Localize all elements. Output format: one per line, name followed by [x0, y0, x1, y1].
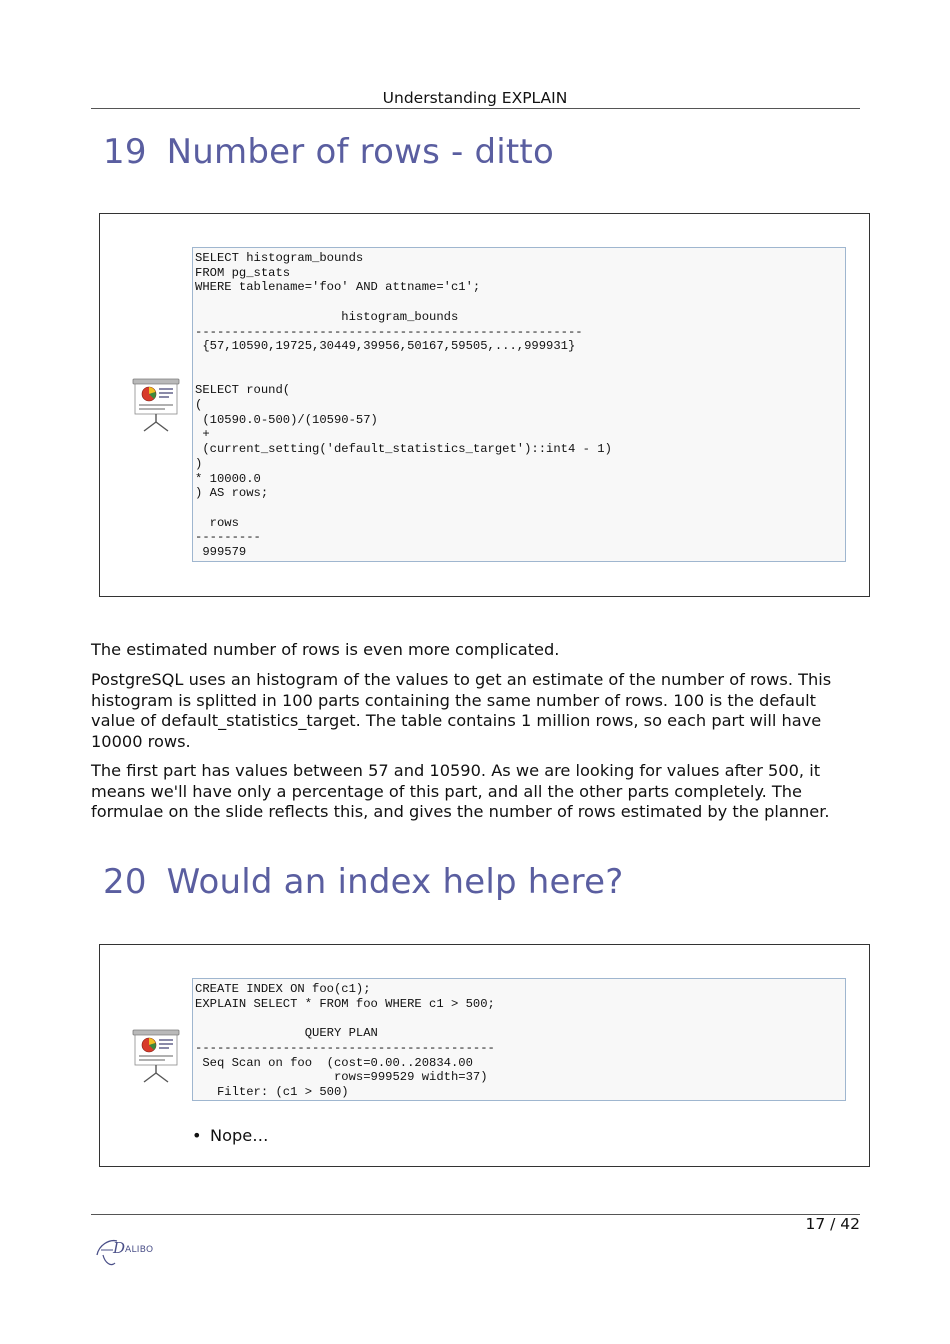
logo-letter: D [113, 1239, 126, 1257]
bullet-text: Nope… [210, 1126, 269, 1145]
page-number: 17 / 42 [805, 1215, 860, 1233]
presentation-slide-icon [130, 1027, 182, 1085]
footer-rule [91, 1214, 860, 1215]
section-20-heading [103, 862, 623, 902]
presentation-slide-icon [130, 376, 182, 434]
section-title: Would an index help here? [166, 862, 624, 902]
bullet-dot: • [192, 1126, 202, 1145]
svg-text:ALIBO: ALIBO [125, 1245, 154, 1255]
body-paragraph: The first part has values between 57 and 10590. As we are looking for values after 500, it means we'll have only a percentage of this part, and all the other parts completely. The formulae on the slide reflects this, and gives the number of rows estimated by the planner. [91, 761, 830, 822]
section-number: 20 [103, 862, 147, 902]
sql-code-block: CREATE INDEX ON foo(c1); EXPLAIN SELECT * FROM foo WHERE c1 > 500; QUERY PLAN ----------------------------------------- Seq Scan on foo (cost=0.00..20834.00 rows=999529 width=37) Filter: (c1 > 500) [192, 978, 846, 1101]
sql-code-block: SELECT histogram_bounds FROM pg_stats WHERE tablename='foo' AND attname='c1'; histogram_bounds ----------------------------------------------------- {57,10590,19725,30449,39956,50167,59505,...,999931} SELECT round( ( (10590.0-500)/(10590-57) + (current_setting('default_statistics_target')::int4 - 1) ) * 10000.0 ) AS rows; rows --------- 999579 [192, 247, 846, 562]
section-number: 19 [103, 132, 147, 172]
section-19-heading [103, 132, 554, 172]
running-header: Understanding EXPLAIN [382, 89, 568, 107]
header-rule [91, 108, 860, 109]
body-paragraph: The estimated number of rows is even more complicated. [91, 640, 560, 659]
body-paragraph: PostgreSQL uses an histogram of the values to get an estimate of the number of rows. This histogram is splitted in 100 parts containing the same number of rows. 100 is the default value of default_statistics_target. The table contains 1 million rows, so each part will have 10000 rows. [91, 670, 832, 751]
section-title: Number of rows - ditto [166, 132, 554, 172]
bullet-item [192, 1126, 268, 1145]
dalibo-logo [91, 1233, 163, 1269]
